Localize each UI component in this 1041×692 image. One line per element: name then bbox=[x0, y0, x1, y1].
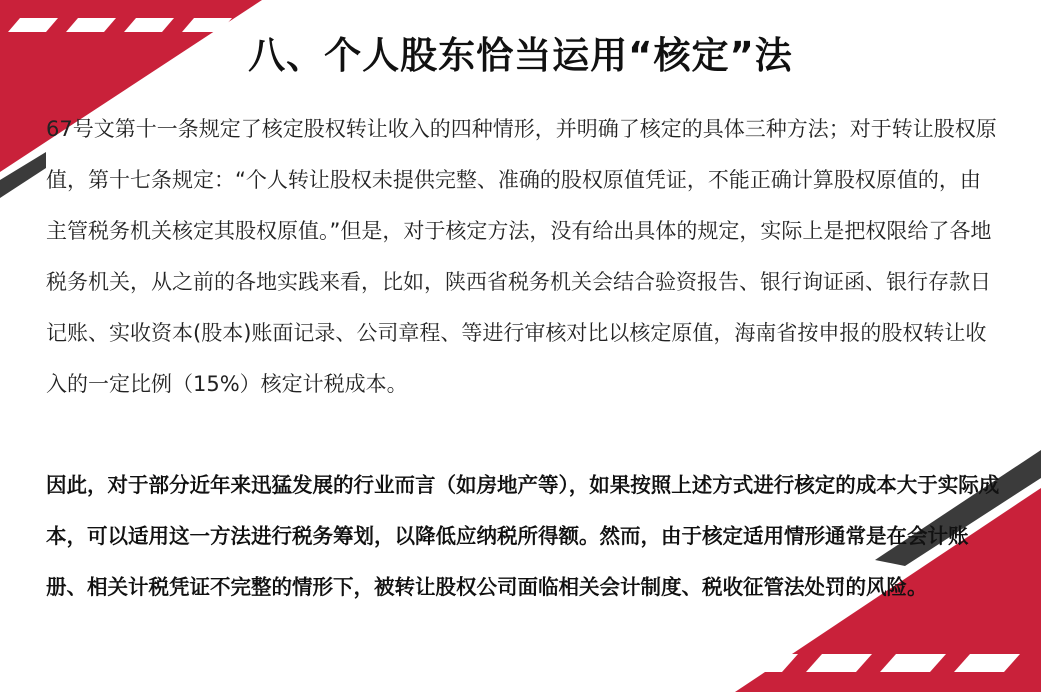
slide-title: 八、个人股东恰当运用“核定”法 bbox=[248, 34, 793, 77]
body-paragraph-2: 因此，对于部分近年来迅猛发展的行业而言（如房地产等），如果按照上述方式进行核定的成本大于实际成本，可以适用这一方法进行税务筹划，以降低应纳税所得额。然而，由于核定适用情形通常是在会计账册、相关计税凭证不完整的情形下，被转让股权公司面临相关会计制度、税收征管法处罚的风险。 bbox=[46, 473, 1000, 599]
body-paragraph-1: 67号文第十一条规定了核定股权转让收入的四种情形，并明确了核定的具体三种方法；对于转让股权原值，第十七条规定：“个人转让股权未提供完整、准确的股权原值凭证，不能正确计算股权原值的，由主管税务机关核定其股权原值。”但是，对于核定方法，没有给出具体的规定，实际上是把权限给了各地税务机关，从之前的各地实践来看，比如，陕西省税务机关会结合验资报告、银行询证函、银行存款日记账、实收资本(股本)账面记录、公司章程、等进行审核对比以核定原值，海南省按申报的股权转让收入的一定比例（15%）核定计税成本。 bbox=[46, 117, 997, 396]
